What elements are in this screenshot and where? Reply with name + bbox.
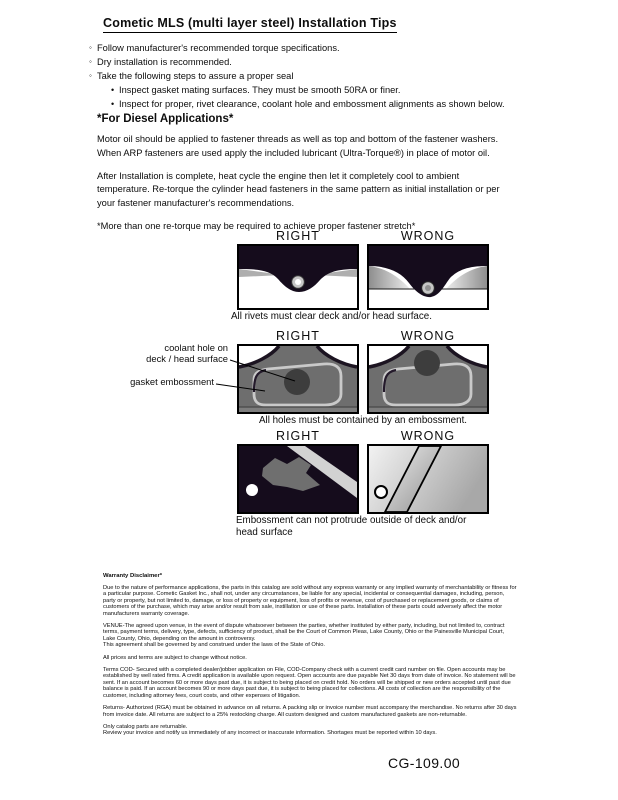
diesel-note: *More than one re-torque may be required to achieve proper fastener stretch* — [97, 220, 416, 231]
bullet-marker: ◦ — [89, 71, 92, 80]
warranty-paragraph-5: Returns- Authorized (RGA) must be obtained in advance on all returns. A packing slip or invoice number must accompany the merchandise. No returns after 30 days from invoice date. All returns are subject to a 25% restocking charge. All custom designed and custom manufactured gaskets are non-returnable. — [103, 705, 517, 718]
bullet-text: Dry installation is recommended. — [97, 57, 232, 67]
diagram-deck-edge-wrong-panel — [367, 444, 489, 514]
page-title: Cometic MLS (multi layer steel) Installation Tips — [103, 16, 397, 33]
warranty-law-text: This agreement shall be governed by and construed under the laws of the State of Ohio. — [103, 642, 325, 649]
diagram-rivet-right-panel — [237, 244, 359, 310]
diagram-embossment-right-panel — [237, 344, 359, 414]
row2-right-label: RIGHT — [276, 329, 320, 343]
bullet-text: Take the following steps to assure a proper seal — [97, 71, 294, 81]
coolant-hole-callout-line1: coolant hole on — [164, 342, 228, 353]
installation-tips-list — [89, 41, 525, 111]
diagram-deck-edge-right-panel — [237, 444, 359, 514]
row3-right-label: RIGHT — [276, 429, 320, 443]
row2-caption: All holes must be contained by an embossment. — [258, 415, 468, 426]
bullet-marker: • — [111, 99, 115, 109]
diesel-heading: *For Diesel Applications* — [97, 113, 234, 125]
diesel-applications-section — [97, 113, 501, 243]
bullet-text: Inspect for proper, rivet clearance, coolant hole and embossment alignments as shown below. — [119, 99, 505, 109]
list-item — [111, 83, 525, 97]
bullet-text: Inspect gasket mating surfaces. They must be smooth 50RA or finer. — [119, 85, 401, 95]
warranty-paragraph-4: Terms COD- Secured with a completed dealer/jobber application on File, COD-Company check with a current credit card number on file. Open accounts may be established by well rated firms. A credit application is available upon request. Open accounts are due payable Net 30 days from date of invoice. No statement will be sent. If an account becomes 60 or more days past due, it is subject to being placed on credit hold. No orders will be shipped or new orders accepted until past due balance is paid. If an account becomes 90 or more days past due, it is subject to being placed for collections. All costs of collection are the responsibility of the customer, including attorney fees, court costs, and other expenses of litigation. — [103, 667, 516, 699]
row3-caption: Embossment can not protrude outside of deck and/or head surface — [236, 515, 467, 538]
row2-wrong-label: WRONG — [400, 329, 456, 343]
bullet-marker: • — [111, 85, 115, 95]
list-item — [89, 69, 525, 83]
row3-wrong-label: WRONG — [400, 429, 456, 443]
page-code: CG-109.00 — [388, 755, 461, 771]
diagram-embossment-wrong-panel — [367, 344, 489, 414]
diesel-paragraph-1: Motor oil should be applied to fastener threads as well as top and bottom of the fastener washers. When ARP fasteners are used apply the included lubricant (Ultra-Torque®) in place of motor oil. — [97, 134, 499, 158]
warranty-paragraph-2 — [103, 623, 517, 649]
bullet-text: Follow manufacturer's recommended torque specifications. — [97, 43, 340, 53]
gasket-embossment-callout: gasket embossment — [130, 376, 214, 387]
coolant-hole-callout-line2: deck / head surface — [146, 353, 228, 364]
warranty-paragraph-6 — [103, 724, 517, 737]
warranty-disclaimer-section — [103, 573, 517, 743]
list-item — [111, 97, 525, 111]
list-item — [89, 41, 525, 55]
warranty-venue-text: VENUE-The agreed upon venue, in the event of dispute whatsoever between the parties, whether instituted by either party, including, but not limited to, contract terms, payment terms, delivery, type, defects, sufficiency of product, shall be the Court of Common Pleas, Lake County, Ohio or the Painesville Municipal Court, Lake County, Ohio, depending on the amount in controversy. — [103, 623, 505, 642]
bullet-marker: ◦ — [89, 57, 92, 66]
coolant-hole-callout — [110, 342, 228, 364]
warranty-heading: Warranty Disclaimer* — [103, 573, 163, 579]
row1-right-label: RIGHT — [276, 229, 320, 243]
bullet-marker: ◦ — [89, 43, 92, 52]
warranty-review-text: Review your invoice and notify us immediately of any incorrect or inaccurate information. Shortages must be reported within 10 days. — [103, 730, 437, 737]
diagram-rivet-wrong-panel — [367, 244, 489, 310]
row1-wrong-label: WRONG — [400, 229, 456, 243]
diesel-paragraph-2: After Installation is complete, heat cycle the engine then let it completely cool to ambient temperature. Re-torque the cylinder head fasteners in the same pattern as initial installation or per your fastener manufacturer's recommendations. — [97, 170, 500, 209]
sub-list — [111, 83, 525, 111]
warranty-returnable-text: Only catalog parts are returnable. — [103, 723, 188, 730]
row1-caption: All rivets must clear deck and/or head surface. — [231, 311, 432, 322]
list-item — [89, 55, 525, 69]
warranty-paragraph-3: All prices and terms are subject to change without notice. — [103, 654, 247, 661]
warranty-paragraph-1: Due to the nature of performance applications, the parts in this catalog are sold without any express warranty or any implied warranty of merchantability or fitness for a particular purpose. Cometic Gasket Inc., shall not, under any circumstances, be liable for any special, incidental or consequential damages, including, person, party or property, but not limited to, damage, or loss of property or equipment, loss of profits or revenue, cost of purchased or replacement goods, or claims of customers of the purchase, which may arise and/or result from sale, instillation or use of these parts. Installation of these parts could adversely affect the motor manufacturers warranty coverage. — [103, 585, 517, 617]
